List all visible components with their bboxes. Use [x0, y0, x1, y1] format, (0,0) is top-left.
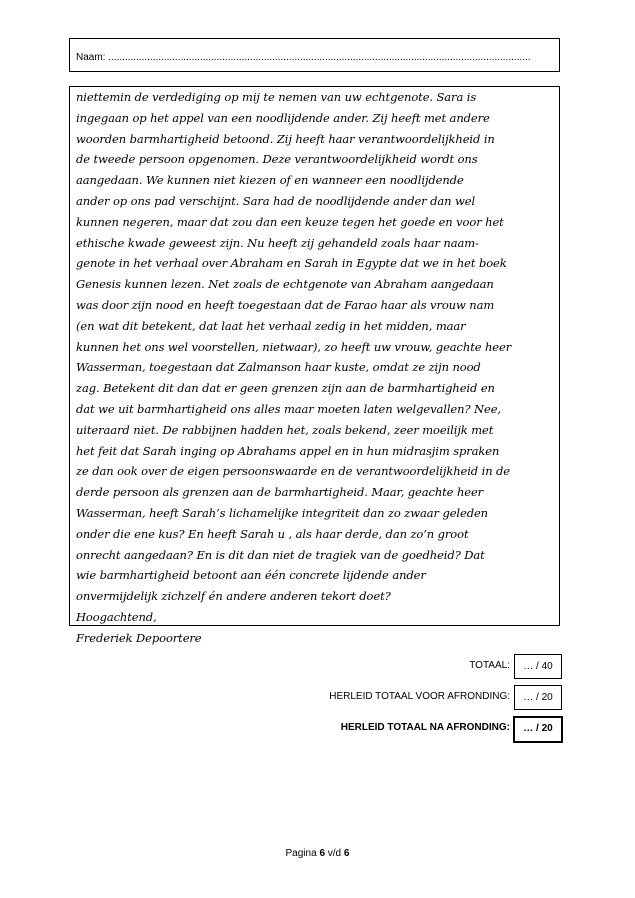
- letter-line: wie barmhartigheid betoont aan één concrete lijdende ander: [76, 568, 426, 583]
- letter-line: kunnen negeren, maar dat zou dan een keuze tegen het goede en voor het: [76, 214, 504, 229]
- letter-line: dat we uit barmhartigheid ons alles maar moeten laten welgevallen? Nee,: [76, 401, 501, 416]
- herleid-na-label: HERLEID TOTAAL NA AFRONDING:: [340, 722, 510, 733]
- letter-line: onrecht aangedaan? En is dit dan niet de tragiek van de goedheid? Dat: [76, 547, 485, 562]
- letter-line: ander op ons pad verschijnt. Sara had de noodlijdende ander dan wel: [76, 193, 476, 208]
- herleid-voor-label: HERLEID TOTAAL VOOR AFRONDING:: [329, 691, 510, 702]
- score-table: [300, 654, 562, 747]
- totaal-score-field[interactable]: … / 40: [514, 654, 562, 679]
- score-row-herleid-na: [300, 716, 562, 747]
- letter-line: Wasserman, toegestaan dat Zalmanson haar kuste, omdat ze zijn nood: [76, 360, 481, 375]
- letter-line: het feit dat Sarah inging op Abrahams appel en in hun midrasjim spraken: [76, 443, 500, 458]
- herleid-voor-score-field[interactable]: … / 20: [514, 685, 562, 710]
- letter-line: kunnen het ons wel voorstellen, nietwaar), zo heeft uw vrouw, geachte heer: [76, 339, 512, 354]
- letter-line: niettemin de verdediging op mij te nemen van uw echtgenote. Sara is: [76, 90, 477, 104]
- letter-line: ingegaan op het appel van een noodlijdende ander. Zij heeft met andere: [76, 110, 490, 125]
- letter-line: was door zijn nood en heeft toegestaan dat de Farao haar als vrouw nam: [76, 297, 495, 312]
- name-dots: ........................................................................................................................................................: [108, 52, 531, 63]
- letter-line: Wasserman, heeft Sarah’s lichamelijke integriteit dan zo zwaar geleden: [76, 505, 488, 520]
- footer-prefix: Pagina: [285, 848, 317, 859]
- letter-text-box: [69, 86, 560, 645]
- score-row-totaal: [300, 654, 562, 685]
- footer-middle: v/d: [327, 848, 342, 859]
- letter-line: (en wat dit betekent, dat laat het verhaal zedig in het midden, maar: [76, 318, 466, 333]
- letter-closing: Hoogachtend,: [76, 609, 157, 624]
- footer-page-number: 6: [319, 848, 325, 859]
- score-row-herleid-voor: [300, 685, 562, 716]
- letter-line: aangedaan. We kunnen niet kiezen of en wanneer een noodlijdende: [76, 173, 464, 188]
- letter-line: Genesis kunnen lezen. Net zoals de echtgenote van Abraham aangedaan: [76, 277, 494, 292]
- letter-line: woorden barmhartigheid betoond. Zij heeft haar verantwoordelijkheid in: [76, 131, 495, 146]
- footer-page-total: 6: [343, 848, 350, 859]
- letter-line: de tweede persoon opgenomen. Deze verantwoordelijkheid wordt ons: [76, 152, 478, 167]
- name-label: Naam:: [76, 52, 106, 63]
- page-footer: [0, 848, 635, 859]
- letter-line: ze dan ook over de eigen persoonswaarde en de verantwoordelijkheid in de: [76, 464, 511, 479]
- name-field[interactable]: [69, 38, 560, 72]
- letter-line: genote in het verhaal over Abraham en Sarah in Egypte dat we in het boek: [76, 256, 507, 271]
- herleid-na-score-field[interactable]: … / 20: [513, 716, 563, 743]
- letter-line: uiteraard niet. De rabbijnen hadden het, zoals bekend, zeer moeilijk met: [76, 422, 494, 437]
- totaal-label: TOTAAL:: [469, 660, 510, 671]
- letter-line: onder die ene kus? En heeft Sarah u , als haar derde, dan zo’n groot: [76, 526, 469, 541]
- letter-line: onvermijdelijk zichzelf én andere anderen tekort doet?: [76, 589, 391, 604]
- letter-line: zag. Betekent dit dan dat er geen grenzen zijn aan de barmhartigheid en: [76, 381, 495, 396]
- letter-signature: Frederiek Depoortere: [76, 630, 202, 645]
- letter-line: ethische kwade geweest zijn. Nu heeft zij gehandeld zoals haar naam-: [76, 235, 479, 250]
- letter-line: derde persoon als grenzen aan de barmhartigheid. Maar, geachte heer: [76, 485, 484, 500]
